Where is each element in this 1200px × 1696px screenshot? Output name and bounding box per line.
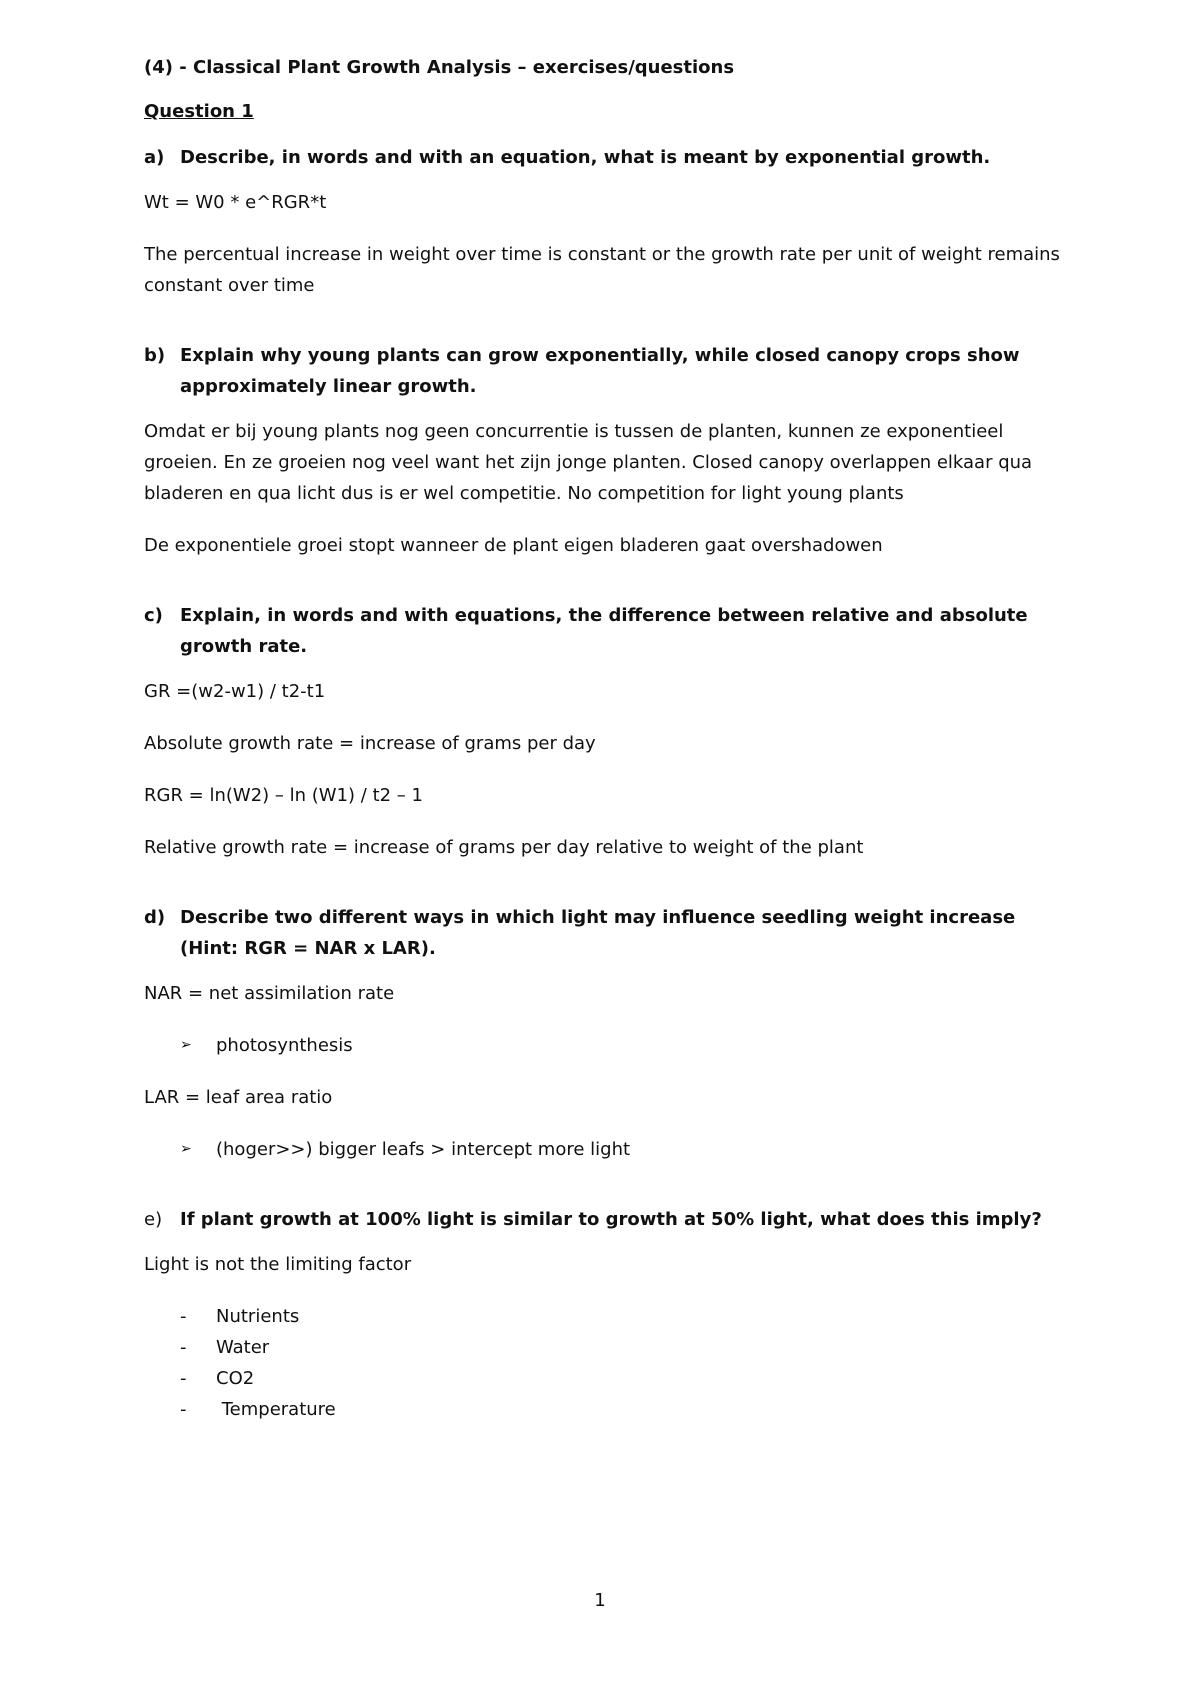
answer-e-text: Light is not the limiting factor [144,1254,412,1275]
question-c-letter: c) [144,605,163,626]
list-item: - CO2 [144,1363,1074,1394]
page-number: 1 [594,1590,606,1611]
document-title: (4) - Classical Plant Growth Analysis – exercises/questions [144,57,735,78]
question-d [144,902,1074,964]
answer-a-text: The percentual increase in weight over time is constant or the growth rate per unit of weight remains constant over time [144,244,1060,296]
list-item-water: Water [216,1337,270,1358]
answer-d-bullet-2 [144,1134,1074,1165]
list-item: - Nutrients [144,1301,1074,1332]
question-b-text: Explain why young plants can grow exponentially, while closed canopy crops show approximately linear growth. [180,345,1020,397]
question-a-letter: a) [144,147,165,168]
answer-c-relative: Relative growth rate = increase of grams per day relative to weight of the plant [144,837,864,858]
answer-c-rgr-equation: RGR = ln(W2) – ln (W1) / t2 – 1 [144,785,423,806]
question-e-letter: e) [144,1209,163,1230]
answer-c-absolute: Absolute growth rate = increase of grams per day [144,733,596,754]
list-item: - Water [144,1332,1074,1363]
answer-a-equation: Wt = W0 * e^RGR*t [144,192,327,213]
list-item-temperature: Temperature [216,1399,336,1420]
list-item-co2: CO2 [216,1368,255,1389]
arrow-bullet-icon: ➢ [180,1141,192,1157]
answer-d-bullet-1 [144,1030,1074,1061]
answer-d-bullet-1-text: photosynthesis [216,1035,353,1056]
question-c [144,600,1074,662]
list-item: - Temperature [144,1394,1074,1425]
document-body [144,52,1074,1425]
answer-d-bullet-2-text: (hoger>>) bigger leafs > intercept more light [216,1139,631,1160]
question-b [144,340,1074,402]
question-heading: Question 1 [144,101,254,122]
answer-c-gr-equation: GR =(w2-w1) / t2-t1 [144,681,326,702]
answer-d-nar: NAR = net assimilation rate [144,983,395,1004]
list-item-nutrients: Nutrients [216,1306,300,1327]
answer-d-lar: LAR = leaf area ratio [144,1087,333,1108]
question-a [144,142,1074,173]
question-e [144,1204,1074,1235]
answer-b-note: De exponentiele groei stopt wanneer de plant eigen bladeren gaat overshadowen [144,535,883,556]
question-d-text: Describe two different ways in which light may influence seedling weight increase (Hint: RGR = NAR x LAR). [180,907,1016,959]
question-e-text: If plant growth at 100% light is similar to growth at 50% light, what does this imply? [180,1209,1042,1230]
question-b-letter: b) [144,345,166,366]
arrow-bullet-icon: ➢ [180,1037,192,1053]
question-a-text: Describe, in words and with an equation, what is meant by exponential growth. [180,147,991,168]
question-d-letter: d) [144,907,166,928]
answer-b-text: Omdat er bij young plants nog geen concurrentie is tussen de planten, kunnen ze exponentieel groeien. En ze groeien nog veel want het zijn jonge planten. Closed canopy overlappen elkaar qua bladeren en qua licht dus is er wel competitie. No competition for light young plants [144,421,1033,504]
question-c-text: Explain, in words and with equations, the difference between relative and absolute growth rate. [180,605,1028,657]
